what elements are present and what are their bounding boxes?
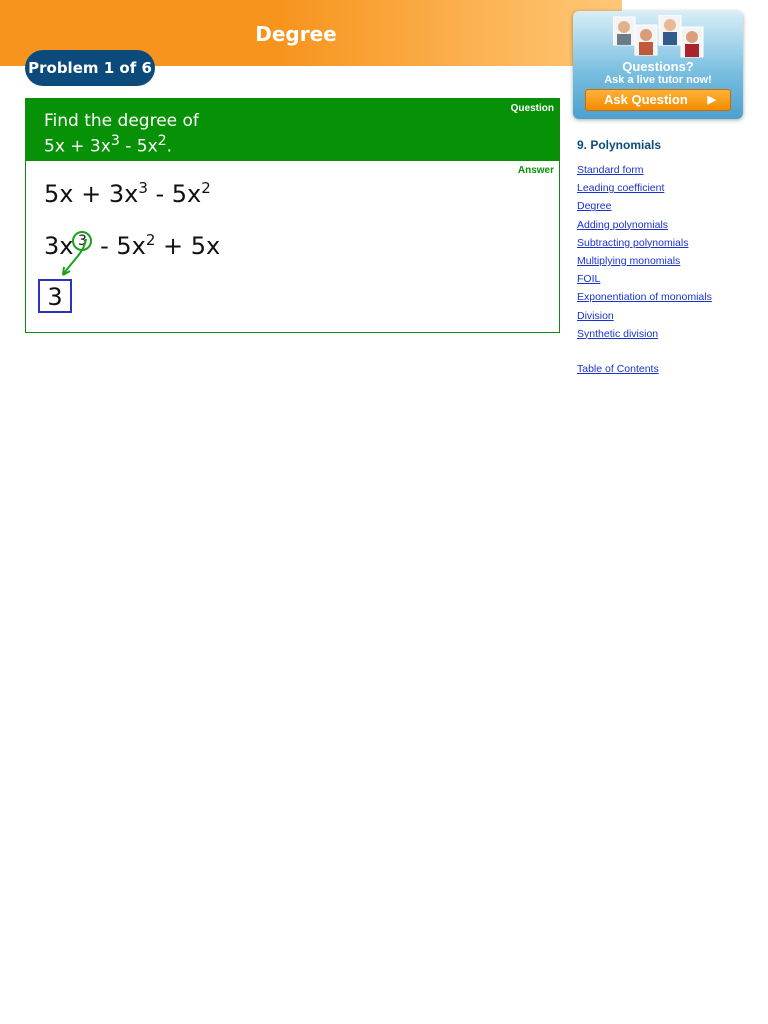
link-synthetic-division[interactable]: Synthetic division: [577, 327, 659, 340]
ask-question-button[interactable]: [585, 89, 731, 111]
answer-step-1: $5x + 3x^3 - 5x^2$: [44, 179, 211, 208]
link-subtracting-polynomials[interactable]: Subtracting polynomials: [577, 236, 689, 249]
link-leading-coefficient[interactable]: Leading coefficient: [577, 182, 665, 195]
table-of-contents-link[interactable]: Table of Contents: [577, 363, 659, 375]
link-exponentiation-of-monomials[interactable]: Exponentiation of monomials: [577, 291, 712, 304]
highlighted-exponent: 3: [72, 231, 92, 251]
section-title: 9. Polynomials: [577, 138, 662, 152]
tutor-photos-icon: [613, 15, 705, 59]
ask-question-label: Ask Question: [604, 92, 688, 107]
problem-card: [25, 98, 560, 333]
answer-tag: Answer: [517, 165, 554, 176]
curved-arrow-icon: [54, 231, 94, 281]
answer-step-2: 3x $3 - 5x^2 + 5x$: [44, 231, 221, 260]
ad-subheading: Ask a live tutor now!: [604, 74, 712, 86]
link-foil[interactable]: FOIL: [577, 273, 601, 286]
tutor-ad[interactable]: [573, 11, 743, 119]
link-multiplying-monomials[interactable]: Multiplying monomials: [577, 254, 681, 267]
problem-counter-badge: Problem 1 of 6: [25, 50, 155, 86]
link-degree[interactable]: Degree: [577, 200, 612, 213]
question-text: [44, 111, 199, 157]
page-title: Degree: [255, 22, 337, 46]
final-answer-box: 3: [38, 279, 72, 313]
question-band: [26, 99, 559, 161]
question-tag: Question: [510, 103, 554, 114]
question-line2: $5x + 3x^3 - 5x^2$.: [44, 133, 173, 157]
link-division[interactable]: Division: [577, 309, 614, 322]
play-arrow-icon: ▶: [707, 94, 716, 106]
topic-link-list: [577, 162, 712, 344]
link-standard-form[interactable]: Standard form: [577, 164, 644, 176]
question-line1: Find the degree of: [44, 111, 199, 131]
ad-heading: Questions?: [622, 59, 694, 74]
link-adding-polynomials[interactable]: Adding polynomials: [577, 218, 669, 231]
